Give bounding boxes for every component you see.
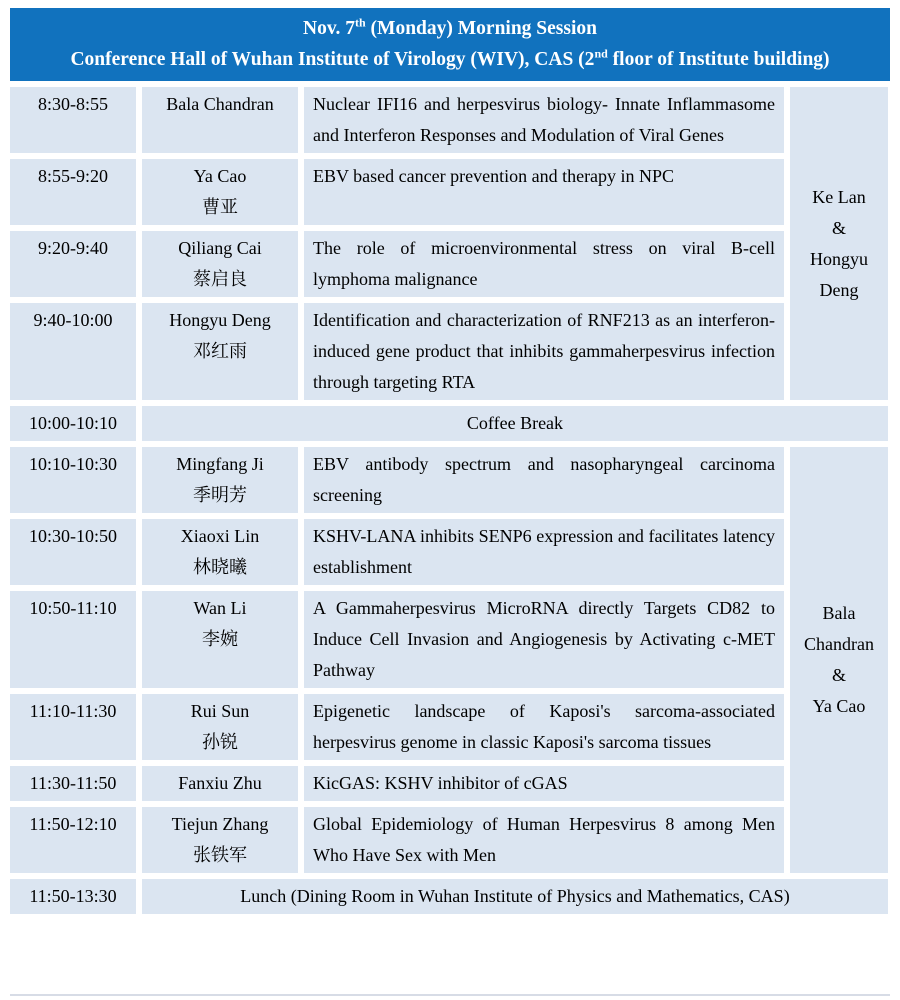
time-cell: 10:00-10:10: [10, 406, 136, 441]
schedule-grid: [10, 87, 890, 914]
speaker-cell: [142, 807, 298, 873]
chair-name-line: Chandran: [804, 634, 874, 654]
chair-name-line: Ya Cao: [812, 696, 866, 716]
venue-superscript: nd: [594, 46, 608, 61]
time-cell: 8:30-8:55: [10, 87, 136, 153]
speaker-name-zh: 曹亚: [202, 197, 238, 217]
session-title: [10, 13, 890, 44]
speaker-name-zh: 邓红雨: [193, 341, 247, 361]
speaker-name-zh: 林晓曦: [193, 557, 247, 577]
time-cell: 11:50-12:10: [10, 807, 136, 873]
chair-name-line: &: [831, 665, 846, 685]
chair-name-line: Hongyu: [810, 248, 868, 269]
speaker-name-en: Tiejun Zhang: [171, 814, 269, 834]
speaker-name-en: Mingfang Ji: [176, 454, 264, 474]
speaker-cell: [142, 231, 298, 297]
time-cell: 9:20-9:40: [10, 231, 136, 297]
speaker-name-en: Wan Li: [193, 598, 247, 618]
speaker-name-en: Rui Sun: [190, 701, 250, 721]
time-cell: 8:55-9:20: [10, 159, 136, 225]
venue-rest: floor of Institute building): [607, 49, 830, 70]
speaker-name-en: Xiaoxi Lin: [180, 526, 260, 546]
speaker-cell: [142, 694, 298, 760]
session-header: [10, 8, 890, 81]
talk-title-cell: Nuclear IFI16 and herpesvirus biology- Innate Inflammasome and Interferon Responses and Modulation of Viral Genes: [304, 87, 784, 153]
session-title-text: Nov. 7: [302, 18, 355, 39]
speaker-name-en: Fanxiu Zhu: [178, 773, 262, 793]
speaker-name-en: Ya Cao: [193, 166, 247, 186]
speaker-cell: [142, 519, 298, 585]
time-cell: 10:30-10:50: [10, 519, 136, 585]
chair-name-line: Ke Lan: [812, 186, 866, 207]
speaker-name-zh: 蔡启良: [193, 269, 247, 289]
speaker-name-zh: 李婉: [202, 629, 238, 649]
time-cell: 9:40-10:00: [10, 303, 136, 400]
talk-title-cell: EBV antibody spectrum and nasopharyngeal carcinoma screening: [304, 447, 784, 513]
venue-text: Conference Hall of Wuhan Institute of Virology (WIV), CAS (2: [70, 49, 595, 70]
speaker-name-zh: 张铁军: [193, 845, 247, 865]
talk-title-cell: EBV based cancer prevention and therapy in NPC: [304, 159, 784, 225]
speaker-name-en: Qiliang Cai: [178, 238, 262, 258]
talk-title-cell: KicGAS: KSHV inhibitor of cGAS: [304, 766, 784, 801]
time-cell: 11:30-11:50: [10, 766, 136, 801]
break-label-cell: Lunch (Dining Room in Wuhan Institute of Physics and Mathematics, CAS): [142, 879, 888, 914]
speaker-cell: [142, 447, 298, 513]
speaker-cell: [142, 303, 298, 400]
break-label-cell: Coffee Break: [142, 406, 888, 441]
talk-title-cell: Global Epidemiology of Human Herpesvirus 8 among Men Who Have Sex with Men: [304, 807, 784, 873]
speaker-cell: [142, 766, 298, 801]
talk-title-cell: The role of microenvironmental stress on viral B-cell lymphoma malignance: [304, 231, 784, 297]
speaker-name-zh: 孙锐: [202, 732, 238, 752]
speaker-cell: [142, 591, 298, 688]
chair-name-line: Bala: [822, 603, 856, 623]
time-cell: 11:50-13:30: [10, 879, 136, 914]
session-chairs-cell: [790, 87, 888, 400]
venue-line: [10, 44, 890, 75]
speaker-name-zh: 季明芳: [193, 485, 247, 505]
time-cell: 10:50-11:10: [10, 591, 136, 688]
speaker-name-en: Hongyu Deng: [169, 310, 271, 330]
talk-title-cell: KSHV-LANA inhibits SENP6 expression and facilitates latency establishment: [304, 519, 784, 585]
talk-title-cell: Epigenetic landscape of Kaposi's sarcoma-associated herpesvirus genome in classic Kaposi's sarcoma tissues: [304, 694, 784, 760]
session-title-superscript: th: [355, 15, 366, 30]
session-chairs-cell: [790, 447, 888, 873]
time-cell: 10:10-10:30: [10, 447, 136, 513]
time-cell: 11:10-11:30: [10, 694, 136, 760]
bottom-rule: [10, 994, 890, 996]
session-title-rest: (Monday) Morning Session: [365, 18, 597, 39]
speaker-cell: [142, 87, 298, 153]
talk-title-cell: A Gammaherpesvirus MicroRNA directly Targets CD82 to Induce Cell Invasion and Angiogenesis by Activating c-MET Pathway: [304, 591, 784, 688]
speaker-name-en: Bala Chandran: [166, 94, 274, 114]
talk-title-cell: Identification and characterization of RNF213 as an interferon-induced gene product that inhibits gammaherpesvirus infection through targeting RTA: [304, 303, 784, 400]
chair-name-line: Deng: [819, 279, 859, 300]
chair-name-line: &: [831, 217, 846, 238]
speaker-cell: [142, 159, 298, 225]
